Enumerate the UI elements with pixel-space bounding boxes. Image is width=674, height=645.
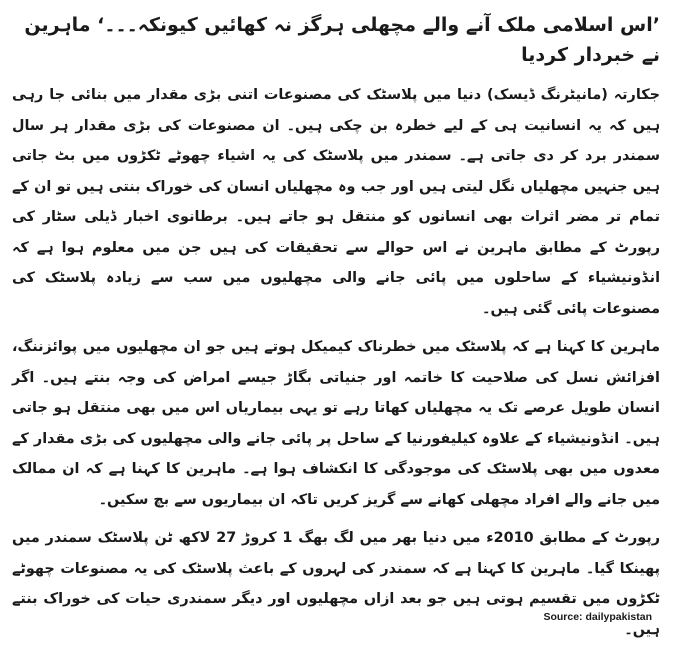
article-paragraph: رپورٹ کے مطابق 2010ء میں دنیا بھر میں لگ بھگ 1 کروڑ 27 لاکھ ٹن پلاسٹک سمندر میں پھینکا گیا۔ ماہرین کا کہنا ہے کہ سمندر کی لہروں کے باعث پلاسٹک کی یہ مصنوعات چھوٹے ٹکڑوں میں تقسیم ہوتی ہیں جو بعد ازاں مچھلیوں اور دیگر سمندری حیات کی خوراک بنتے ہیں۔ bbox=[12, 530, 660, 638]
article-headline: ’اس اسلامی ملک آنے والے مچھلی ہرگز نہ کھائیں کیونکہ۔۔۔‘ ماہرین نے خبردار کردیا bbox=[24, 14, 660, 66]
article-paragraph: ماہرین کا کہنا ہے کہ پلاسٹک میں خطرناک کیمیکل ہوتے ہیں جو ان مچھلیوں میں پوائزننگ، افزائش نسل کی صلاحیت کا خاتمہ اور جنیاتی بگاڑ جیسے امراض کی وجہ بنتے ہیں۔ اگر انسان طویل عرصے تک یہ مچھلیاں کھاتا رہے تو یہی بیماریاں اس میں بھی منتقل ہو جاتی ہیں۔ انڈونیشیاء کے علاوہ کیلیفورنیا کے ساحل پر پائی جانے والی مچھلیوں کی بڑی مقدار کے معدوں میں بھی پلاسٹک کی موجودگی کا انکشاف ہوا ہے۔ ماہرین کا کہنا ہے کہ ان ممالک میں جانے والے افراد مچھلی کھانے سے گریز کریں تاکہ ان بیماریوں سے بچ سکیں۔ bbox=[12, 339, 660, 508]
article-paragraph: جکارتہ (مانیٹرنگ ڈیسک) دنیا میں پلاسٹک کی مصنوعات اتنی بڑی مقدار میں بنائی جا رہی ہیں کہ یہ انسانیت ہی کے لیے خطرہ بن چکی ہیں۔ ان مصنوعات کی بڑی مقدار ہر سال سمندر برد کر دی جاتی ہے۔ سمندر میں پلاسٹک کی یہ اشیاء چھوٹے ٹکڑوں میں بٹ جاتی ہیں جنہیں مچھلیاں نگل لیتی ہیں اور جب وہ مچھلیاں انسان کی خوراک بنتی ہیں تو ان کے تمام تر مضر اثرات بھی انسانوں کو منتقل ہو جاتے ہیں۔ برطانوی اخبار ڈیلی سٹار کی رپورٹ کے مطابق ماہرین نے اس حوالے سے تحقیقات کی ہیں جن میں معلوم ہوا ہے کہ انڈونیشیاء کے ساحلوں میں پائی جانے والی مچھلیوں میں سب سے زیادہ پلاسٹک کی مصنوعات پائی گئی ہیں۔ bbox=[12, 87, 660, 317]
source-credit: Source: dailypakistan bbox=[543, 611, 652, 623]
article bbox=[12, 4, 660, 641]
